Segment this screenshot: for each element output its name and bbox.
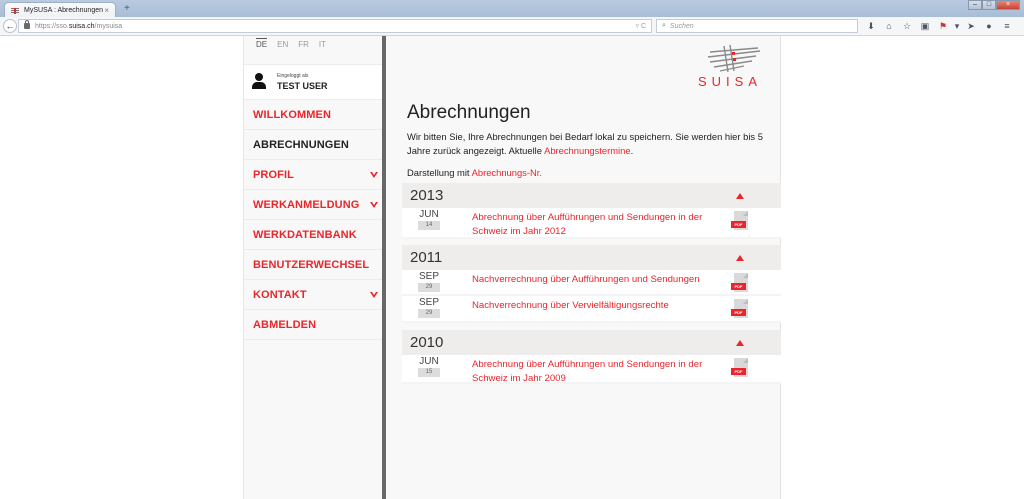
sidebar-item-label: ABRECHNUNGEN [253, 138, 349, 151]
statement-row [402, 296, 781, 323]
chevron-down-icon[interactable] [370, 202, 377, 208]
abrechnungstermine-link[interactable]: Abrechnungstermine [544, 145, 631, 156]
date-month: SEP [418, 297, 439, 308]
display-mode-line [407, 167, 542, 178]
pdf-badge: PDF [731, 221, 746, 228]
window-controls [968, 0, 1020, 10]
logged-in-label: Eingeloggt als [277, 73, 309, 79]
url-scheme: https://sso. [35, 22, 69, 30]
page-title: Abrechnungen [407, 102, 531, 123]
collapse-caret-icon[interactable] [736, 193, 744, 199]
back-button[interactable]: ← [3, 19, 17, 33]
new-tab-button[interactable]: + [124, 3, 130, 14]
dropdown-arrow-icon[interactable]: ▾ [954, 21, 960, 31]
maximize-button[interactable]: □ [982, 0, 996, 10]
search-input[interactable] [656, 19, 858, 33]
pdf-download-icon[interactable] [731, 358, 749, 379]
sidebar-item-werkdatenbank[interactable] [244, 220, 383, 250]
sidebar-item-label: KONTAKT [253, 288, 307, 301]
date-day: 29 [418, 309, 440, 318]
sidebar-item-label: BENUTZERWECHSEL [253, 258, 370, 271]
language-switcher [256, 40, 326, 49]
sidebar-item-kontakt[interactable] [244, 280, 383, 310]
statement-date [409, 298, 449, 318]
statement-date [409, 272, 449, 292]
user-icon [252, 73, 266, 89]
tab-close-icon[interactable]: × [104, 6, 109, 15]
reload-icon[interactable]: ▿ C [635, 23, 646, 30]
statement-date [409, 210, 449, 230]
year-header[interactable] [402, 183, 781, 208]
user-name: TEST USER [277, 81, 328, 91]
statement-link[interactable]: Abrechnung über Aufführungen und Sendungen in der Schweiz im Jahr 2012 [472, 212, 703, 237]
pdf-badge: PDF [731, 283, 746, 290]
pdf-download-icon[interactable] [731, 299, 749, 320]
lock-icon [24, 23, 30, 29]
statement-link[interactable]: Nachverrechnung über Aufführungen und Sendungen [472, 274, 700, 285]
date-day: 14 [418, 221, 440, 230]
suisa-favicon-icon [11, 7, 19, 15]
search-placeholder: Suchen [669, 22, 694, 30]
tab-title: MySUSA : Abrechnungen [24, 7, 103, 14]
lang-en[interactable]: EN [277, 40, 289, 49]
sidebar-item-abrechnungen[interactable] [244, 130, 383, 160]
chevron-down-icon[interactable] [370, 172, 377, 178]
pdf-badge: PDF [731, 368, 746, 375]
chat-icon[interactable]: ● [986, 21, 992, 31]
intro-body: Wir bitten Sie, Ihre Abrechnungen bei Bedarf lokal zu speichern. Sie werden hier bis 5 Jahre zurück angezeigt. Aktuelle [407, 131, 763, 156]
sidebar [243, 36, 382, 499]
abrechnungs-nr-link[interactable]: Abrechnungs-Nr. [471, 167, 542, 178]
sidebar-item-werkanmeldung[interactable] [244, 190, 383, 220]
sidebar-item-label: ABMELDEN [253, 318, 317, 331]
sidebar-item-label: WERKANMELDUNG [253, 198, 360, 211]
browser-toolbar [862, 20, 1016, 33]
pdf-download-icon[interactable] [731, 211, 749, 232]
download-icon[interactable]: ⬇ [867, 21, 875, 31]
minimize-button[interactable]: – [968, 0, 982, 10]
pdf-badge: PDF [731, 309, 746, 316]
close-window-button[interactable]: × [996, 0, 1020, 10]
year-label: 2010 [410, 334, 444, 351]
statement-link[interactable]: Nachverrechnung über Vervielfältigungsrechte [472, 300, 669, 311]
lang-it[interactable]: IT [318, 40, 327, 49]
send-icon[interactable]: ➤ [967, 21, 975, 31]
year-header[interactable] [402, 245, 781, 270]
suisa-logo-text: SUISA [698, 74, 763, 89]
sidebar-item-label: WILLKOMMEN [253, 108, 331, 121]
intro-period: . [630, 145, 634, 156]
bookmark-star-icon[interactable]: ☆ [902, 21, 912, 31]
browser-tab[interactable] [4, 2, 116, 18]
date-day: 29 [418, 283, 440, 292]
date-month: JUN [419, 356, 439, 367]
statement-row [402, 208, 781, 239]
menu-icon[interactable]: ≡ [1004, 21, 1010, 31]
statement-date [409, 357, 449, 377]
statement-row [402, 355, 781, 384]
url-host: suisa.ch [68, 22, 95, 30]
year-section-2013 [402, 183, 781, 239]
date-day: 15 [418, 368, 440, 377]
display-mode-label: Darstellung mit [407, 167, 472, 178]
year-label: 2011 [410, 249, 443, 266]
page [0, 36, 1024, 499]
date-month: SEP [418, 271, 439, 282]
home-icon[interactable]: ⌂ [886, 21, 892, 31]
address-bar[interactable] [18, 19, 652, 33]
chevron-down-icon[interactable] [370, 292, 377, 298]
browser-titlebar [0, 0, 1024, 17]
year-section-2011 [402, 245, 781, 323]
statement-row [402, 270, 781, 296]
statement-link[interactable]: Abrechnung über Aufführungen und Sendungen in der Schweiz im Jahr 2009 [472, 359, 703, 384]
sidebar-item-label: PROFIL [253, 168, 294, 181]
search-icon: ⌕ [662, 22, 666, 29]
sidebar-item-profil[interactable] [244, 160, 383, 190]
extension-icon[interactable]: ⚑ [938, 21, 948, 31]
date-month: JUN [419, 209, 439, 220]
sidebar-item-label: WERKDATENBANK [253, 228, 357, 241]
sidebar-item-abmelden[interactable] [244, 310, 383, 340]
clipboard-icon[interactable]: ▣ [920, 21, 930, 31]
year-label: 2013 [410, 187, 444, 204]
sidebar-item-benutzerwechsel[interactable] [244, 250, 383, 280]
year-section-2010 [402, 330, 781, 384]
year-header[interactable] [402, 330, 781, 355]
intro-text [407, 130, 777, 158]
lang-de[interactable]: DE [256, 40, 268, 49]
url-path: /mysuisa [94, 22, 123, 30]
collapse-caret-icon[interactable] [736, 340, 744, 346]
sidebar-item-willkommen[interactable] [244, 100, 383, 130]
collapse-caret-icon[interactable] [736, 255, 744, 261]
suisa-logo [696, 42, 766, 90]
sidebar-nav [244, 100, 383, 340]
user-info [244, 64, 383, 100]
browser-navbar [0, 17, 1024, 36]
lang-fr[interactable]: FR [298, 40, 309, 49]
main-content [386, 36, 781, 499]
pdf-download-icon[interactable] [731, 273, 749, 294]
suisa-logo-mark-icon [706, 44, 762, 74]
